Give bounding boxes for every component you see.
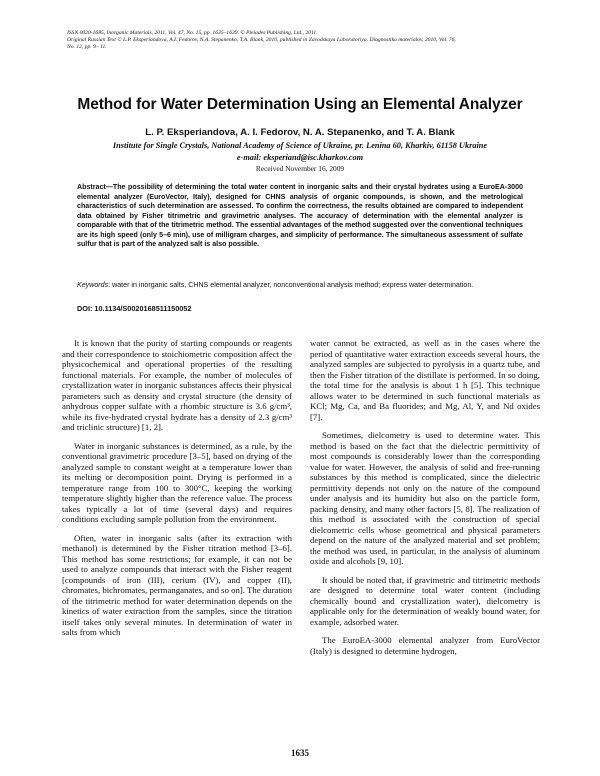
paper-title: Method for Water Determination Using an Elemental Analyzer [77,96,523,113]
paragraph: Water in inorganic substances is determined, as a rule, by the conventional gravimetric procedure [3–5], based on drying of the analyzed sample to constant weight at a temperature lower than its melting or decomposition point. Drying is performed in a temperature range from 100 to 300°C, keeping the working temperature slightly higher than the reference value. The process takes typically a lot of time (several days) and requires conditions excluding sample pollution from the environment. [62,440,292,525]
author-list: L. P. Eksperiandova, A. I. Fedorov, N. A. Stepanenko, and T. A. Blank [145,127,455,138]
journal-header [67,30,537,51]
left-column [62,338,292,646]
keywords [77,281,523,290]
paragraph: The EuroEA-3000 elemental analyzer from EuroVector (Italy) is designed to determine hydrogen, [310,635,540,656]
email-address: e-mail: eksperiand@isc.kharkov.com [236,153,364,162]
paragraph: It should be noted that, if gravimetric and titrimetric methods are designed to determine total water content (including chemically bound and crystallization water), dielcometry is applicable only for the determination of weakly bound water, for example, adsorbed water. [310,574,540,627]
received-date: Received November 16, 2009 [255,164,345,173]
header-line-1: ISSN 0020-1685, Inorganic Materials, 2011, Vol. 47, No. 15, pp. 1635–1639. © Pleiades Publishing, Ltd., 2011. [67,30,318,36]
abstract-text: —The possibility of determining the total water content in inorganic salts and their crystal hydrates using a EuroEA-3000 elemental analyzer (EuroVector, Italy), designed for CHNS analysis of organic compounds, is shown, and the metrological characteristics of such determination are assessed. To confirm the correctness, the results obtained are compared to independent data obtained by Fisher titrimetric and gravimetric analyses. The accuracy of determination with the elemental analyzer is comparable with that of the titrimetric method. The essential advantages of the method suggested over the conventional techniques are its high speed (only 5–6 min), use of milligram charges, and simplicity of performance. The simultaneous assessment of sulfate sulfur that is part of the analyzed salt is also possible. [77,183,523,249]
header-line-2: Original Russian Text © L.P. Eksperiandova, A.I. Fedorov, N.A. Stepanenko, T.A. Blank, 2010, published in Zavodskaya Laboratoriya. Diagnostika materialov, 2010, Vol. 76, [67,37,456,43]
paragraph: Sometimes, dielcometry is used to determine water. This method is based on the fact that the dielectric permittivity of most compounds is considerably lower than the corresponding value for water. However, the analysis of solid and free-running substances by this method is complicated, since the dielectric permittivity depends not only on the nature of the compound under analysis and its humidity but also on the particle form, packing density, and many other factors [5, 8]. The realization of this method is associated with the construction of special dielcometric cells whose geometrical and physical parameters depend on the nature of the analyzed material and set problem; the method was used, in particular, in the analysis of aluminum oxide and alcohols [9, 10]. [310,430,540,567]
paragraph: It is known that the purity of starting compounds or reagents and their correspondence to stoichiometric composition affect the physicochemical and operational properties of the resulting functional materials. For example, the number of molecules of crystallization water in inorganic substances affects their physical parameters such as density and crystal structure (the density of anhydrous copper sulfate with a rhombic structure is 3.6 g/cm³, while its five-hydrated crystal hydrate has a density of 2.3 g/cm³ and triclinic structure) [1, 2]. [62,338,292,433]
right-column [310,338,540,664]
keywords-label: Keywords [77,281,109,289]
abstract [77,183,523,250]
keywords-text: : water in inorganic salts, CHNS elemental analyzer, nonconventional analysis method; express water determination. [108,281,474,289]
paragraph: Often, water in inorganic salts (after its extraction with methanol) is determined by the Fisher titration method [3–6]. This method has some restrictions; for example, it can not be used to analyze compounds that interact with the Fisher reagent [compounds of iron (III), cerium (IV), and copper (II), chromates, bichromates, permanganates, and so on]. The duration of the titrimetric method for water determination depends on the kinetics of water extraction from the samples, since the titration itself takes only several minutes. In determination of water in salts from which [62,532,292,638]
header-line-3: No. 12, pp. 9– 11. [67,44,107,50]
abstract-label: Abstract [77,183,106,191]
affiliation: Institute for Single Crystals, National Academy of Science of Ukraine, pr. Lenina 60, Kharkiv, 61158 Ukraine [112,141,488,150]
paragraph: water cannot be extracted, as well as in the cases where the period of quantitative water extraction exceeds several hours, the analyzed samples are subjected to pyrolysis in a quartz tube, and then the Fisher titration of the distillate is performed. In so doing, the total time for the analysis is about 1 h [5]. This technique allows water to be determined in such functional materials as KCl; Mg, Ca, and Ba fluorides; and Mg, Al, Y, and Nd oxides [7]. [310,338,540,422]
page-number: 1635 [291,748,309,758]
doi: DOI: 10.1134/S0020168511150052 [77,304,192,313]
